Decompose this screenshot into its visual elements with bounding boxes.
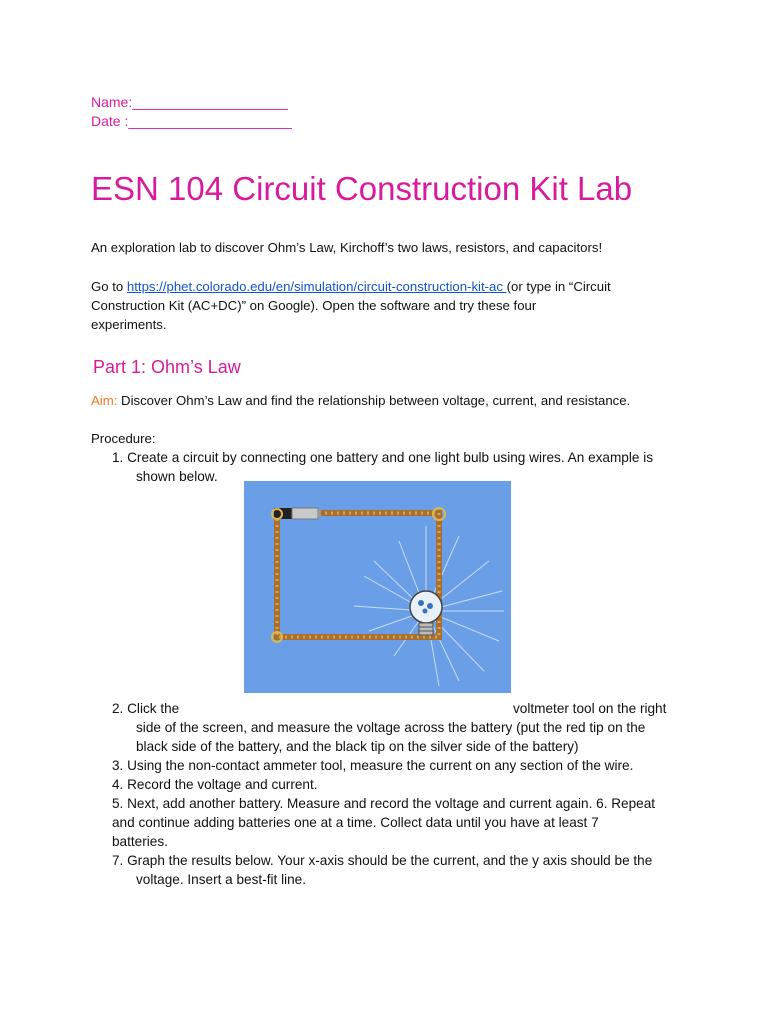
step-1-line-2: shown below. — [136, 469, 218, 484]
page-title: ESN 104 Circuit Construction Kit Lab — [91, 170, 633, 207]
step-4: 4. Record the voltage and current. — [112, 777, 318, 792]
part1-title: Part 1: Ohm’s Law — [93, 357, 241, 377]
step-2-part-2: voltmeter tool on the right — [513, 701, 667, 716]
goto-suffix: (or type in “Circuit — [506, 279, 611, 294]
step-5-line-1: 5. Next, add another battery. Measure and record the voltage and current again. 6. Repeat — [112, 796, 656, 811]
goto-line-3: experiments. — [91, 317, 167, 332]
aim-label: Aim: — [91, 393, 118, 408]
goto-paragraph — [91, 277, 651, 334]
date-blank[interactable]: _____________________ — [128, 113, 292, 129]
step-2-part-1: 2. Click the — [112, 701, 180, 716]
step-2-line-1 — [112, 699, 687, 718]
aim-paragraph — [91, 391, 630, 410]
phet-link[interactable]: https://phet.colorado.edu/en/simulation/circuit-construction-kit-ac — [126, 279, 507, 294]
aim-text: Discover Ohm’s Law and find the relationship between voltage, current, and resistance. — [117, 393, 631, 408]
circuit-simulation-image — [244, 481, 511, 693]
step-5-line-3: batteries. — [112, 834, 168, 849]
step-2-line-2: side of the screen, and measure the voltage across the battery (put the red tip on the — [136, 720, 646, 735]
procedure-list-continued — [112, 699, 687, 889]
procedure-label: Procedure: — [91, 431, 156, 446]
step-1-line-1: 1. Create a circuit by connecting one battery and one light bulb using wires. An example is — [112, 450, 654, 465]
date-label: Date : — [91, 113, 129, 129]
goto-line-2: Construction Kit (AC+DC)” on Google). Open the software and try these four — [91, 298, 537, 313]
circuit-diagram — [244, 481, 511, 693]
step-2-line-3: black side of the battery, and the black tip on the silver side of the battery) — [136, 739, 579, 754]
step-7-line-2: voltage. Insert a best-fit line. — [136, 872, 307, 887]
name-label: Name: — [91, 94, 133, 110]
step-5-line-2: and continue adding batteries one at a time. Collect data until you have at least 7 — [112, 815, 599, 830]
step-7-line-1: 7. Graph the results below. Your x-axis should be the current, and the y axis should be the — [112, 853, 653, 868]
goto-prefix: Go to — [91, 279, 127, 294]
step-3: 3. Using the non-contact ammeter tool, measure the current on any section of the wire. — [112, 758, 634, 773]
name-field[interactable] — [91, 94, 288, 110]
date-field[interactable] — [91, 113, 292, 129]
intro-paragraph: An exploration lab to discover Ohm’s Law, Kirchoff’s two laws, resistors, and capacitors! — [91, 240, 603, 255]
name-blank[interactable]: ____________________ — [132, 94, 288, 110]
